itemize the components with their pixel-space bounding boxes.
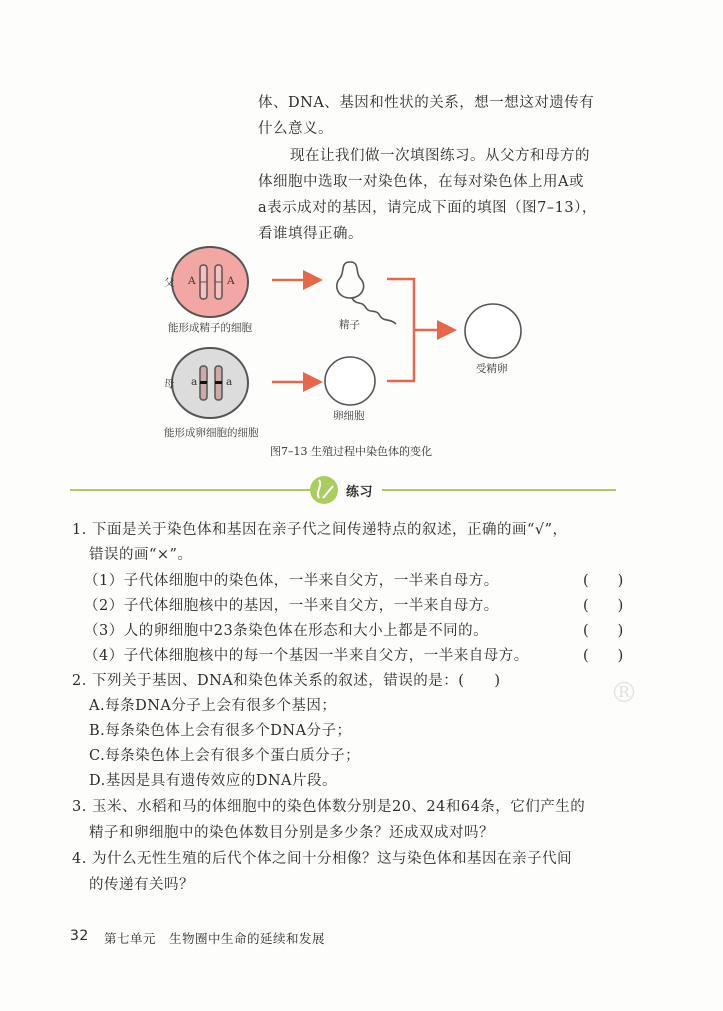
gene-label: A bbox=[188, 275, 196, 287]
answer-blank[interactable]: ( ) bbox=[583, 623, 624, 639]
question-3-cont: 精子和卵细胞中的染色体数目分别是多少条？还成双成对吗？ bbox=[89, 825, 494, 841]
text-line: 体、DNA、基因和性状的关系，想一想这对遗传有 bbox=[258, 95, 595, 111]
q2-option: B.每条染色体上会有很多个DNA分子； bbox=[89, 723, 352, 739]
q1-item: （1）子代体细胞中的染色体，一半来自父方，一半来自母方。 bbox=[84, 573, 499, 589]
figure-7-13 bbox=[0, 0, 723, 470]
watermark: ® bbox=[610, 676, 639, 709]
q2-option: D.基因是具有遗传效应的DNA片段。 bbox=[89, 773, 338, 789]
sperm bbox=[337, 262, 396, 324]
sperm-forming-cell bbox=[172, 247, 248, 317]
exercise-title: 练习 bbox=[346, 485, 374, 500]
gene-label: a bbox=[191, 376, 198, 388]
divider bbox=[70, 489, 310, 491]
page-number: 32 bbox=[70, 928, 89, 944]
zygote bbox=[465, 304, 521, 358]
question-3: 3. 玉米、水稻和马的体细胞中的染色体数分别是20、24和64条，它们产生的 bbox=[72, 799, 586, 815]
text-line: 什么意义。 bbox=[258, 121, 333, 137]
text-line: a表示成对的基因，请完成下面的填图（图7–13）， bbox=[258, 200, 597, 216]
egg-label: 卵细胞 bbox=[333, 410, 365, 422]
q1-item: （2）子代体细胞核中的基因，一半来自父方，一半来自母方。 bbox=[84, 598, 499, 614]
zygote-label: 受精卵 bbox=[476, 363, 508, 375]
question-4-cont: 的传递有关吗？ bbox=[89, 877, 194, 893]
divider bbox=[382, 489, 616, 491]
q1-item: （3）人的卵细胞中23条染色体在形态和大小上都是不同的。 bbox=[84, 623, 489, 639]
gene-label: A bbox=[227, 275, 235, 287]
question-2: 2. 下列关于基因、DNA和染色体关系的叙述，错误的是：( ) bbox=[72, 673, 501, 689]
mother-label: 母 bbox=[164, 378, 175, 390]
sperm-cell-label: 能形成精子的细胞 bbox=[168, 322, 252, 334]
q2-option: A.每条DNA分子上会有很多个基因； bbox=[89, 698, 337, 714]
question-1: 1. 下面是关于染色体和基因在亲子代之间传递特点的叙述，正确的画“√”， bbox=[72, 522, 568, 538]
egg-forming-cell bbox=[172, 348, 248, 418]
sperm-label: 精子 bbox=[339, 319, 360, 331]
pen-icon bbox=[309, 474, 341, 506]
text-line: 现在让我们做一次填图练习。从父方和母方的 bbox=[290, 148, 590, 164]
egg-cell bbox=[325, 357, 375, 405]
text-line: 体细胞中选取一对染色体，在每对染色体上用A或 bbox=[258, 174, 584, 190]
unit-title: 第七单元 生物圈中生命的延续和发展 bbox=[104, 931, 326, 946]
merge-bracket bbox=[387, 279, 448, 381]
answer-blank[interactable]: ( ) bbox=[583, 648, 624, 664]
egg-cell-label: 能形成卵细胞的细胞 bbox=[164, 427, 259, 439]
father-label: 父 bbox=[164, 277, 175, 289]
answer-blank[interactable]: ( ) bbox=[583, 598, 624, 614]
answer-blank[interactable]: ( ) bbox=[583, 573, 624, 589]
gene-label: a bbox=[226, 376, 233, 388]
q2-option: C.每条染色体上会有很多个蛋白质分子； bbox=[89, 748, 361, 764]
figure-caption: 图7–13 生殖过程中染色体的变化 bbox=[270, 445, 432, 458]
q1-item: （4）子代体细胞核中的每一个基因一半来自父方，一半来自母方。 bbox=[84, 648, 529, 664]
text-line: 看谁填得正确。 bbox=[258, 226, 363, 242]
question-4: 4. 为什么无性生殖的后代个体之间十分相像？这与染色体和基因在亲子代间 bbox=[72, 851, 572, 867]
question-1-cont: 错误的画“×”。 bbox=[89, 547, 193, 563]
